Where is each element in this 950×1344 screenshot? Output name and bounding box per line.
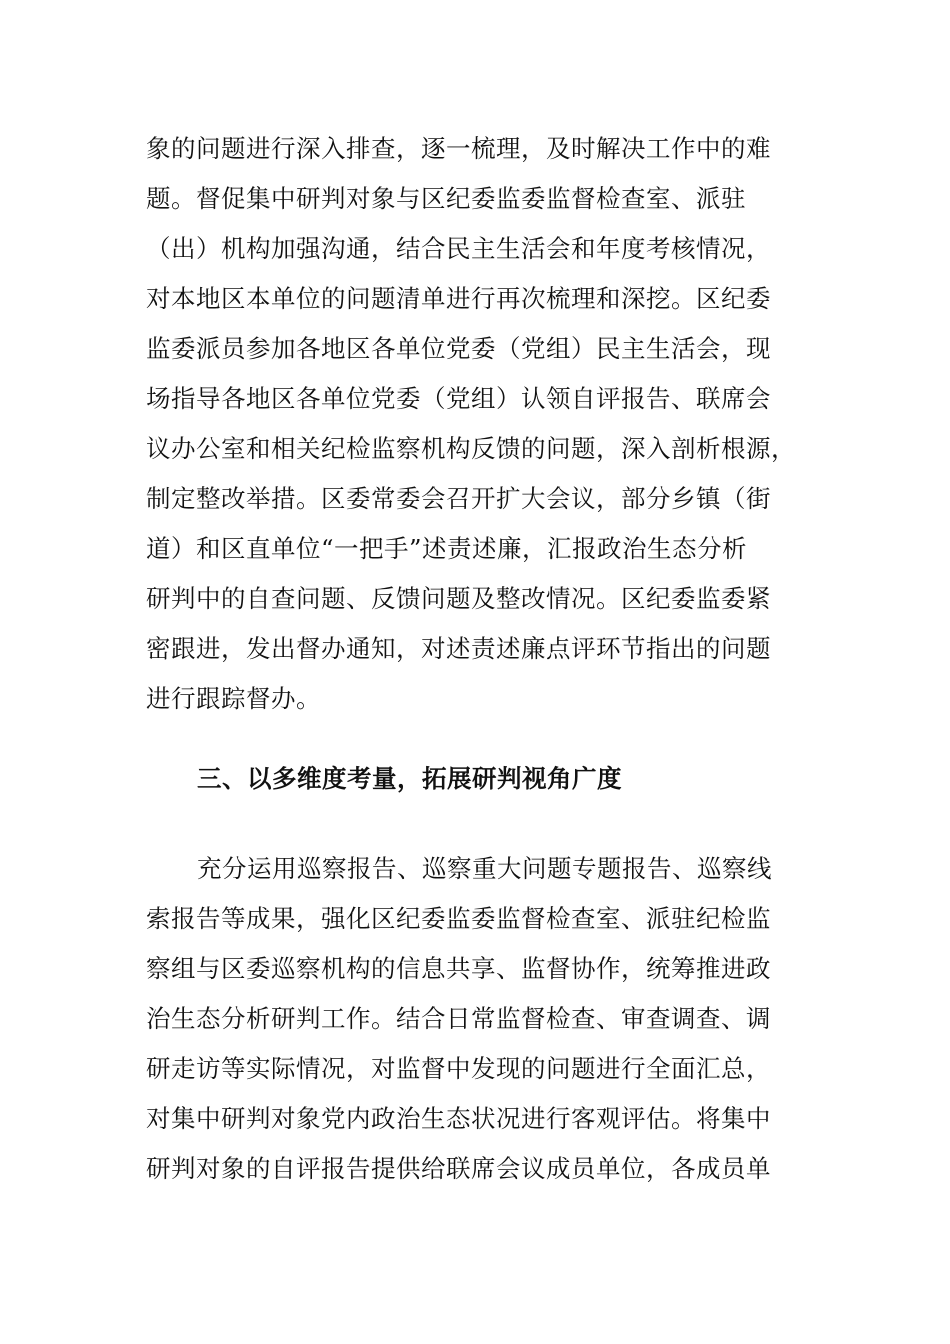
paragraph-1-line: 研判中的自查问题、反馈问题及整改情况。区纪委监委紧	[146, 584, 771, 613]
paragraph-2-line: 治生态分析研判工作。结合日常监督检查、审查调查、调	[146, 1004, 771, 1033]
paragraph-1-line: 议办公室和相关纪检监察机构反馈的问题，深入剖析根源，	[146, 434, 796, 463]
section-heading: 三、以多维度考量，拓展研判视角广度	[197, 764, 622, 793]
paragraph-2-line: 研走访等实际情况，对监督中发现的问题进行全面汇总，	[146, 1054, 771, 1083]
paragraph-1-line: （出）机构加强沟通，结合民主生活会和年度考核情况，	[146, 234, 771, 263]
paragraph-1-line: 制定整改举措。区委常委会召开扩大会议，部分乡镇（街	[146, 484, 771, 513]
paragraph-1-line: 对本地区本单位的问题清单进行再次梳理和深挖。区纪委	[146, 284, 771, 313]
paragraph-1-line: 进行跟踪督办。	[146, 684, 321, 713]
paragraph-2-line: 研判对象的自评报告提供给联席会议成员单位，各成员单	[146, 1154, 771, 1183]
paragraph-1-line: 场指导各地区各单位党委（党组）认领自评报告、联席会	[146, 384, 771, 413]
paragraph-2-line: 索报告等成果，强化区纪委监委监督检查室、派驻纪检监	[146, 904, 771, 933]
paragraph-2-line: 对集中研判对象党内政治生态状况进行客观评估。将集中	[146, 1104, 771, 1133]
paragraph-1-line: 密跟进，发出督办通知，对述责述廉点评环节指出的问题	[146, 634, 771, 663]
paragraph-1-line: 道）和区直单位“一把手”述责述廉，汇报政治生态分析	[146, 534, 748, 563]
paragraph-2-line: 充分运用巡察报告、巡察重大问题专题报告、巡察线	[197, 854, 772, 883]
paragraph-1-line: 象的问题进行深入排查，逐一梳理，及时解决工作中的难	[146, 134, 771, 163]
paragraph-1-line: 监委派员参加各地区各单位党委（党组）民主生活会，现	[146, 334, 771, 363]
paragraph-1-line: 题。督促集中研判对象与区纪委监委监督检查室、派驻	[146, 184, 746, 213]
paragraph-2-line: 察组与区委巡察机构的信息共享、监督协作，统筹推进政	[146, 954, 771, 983]
